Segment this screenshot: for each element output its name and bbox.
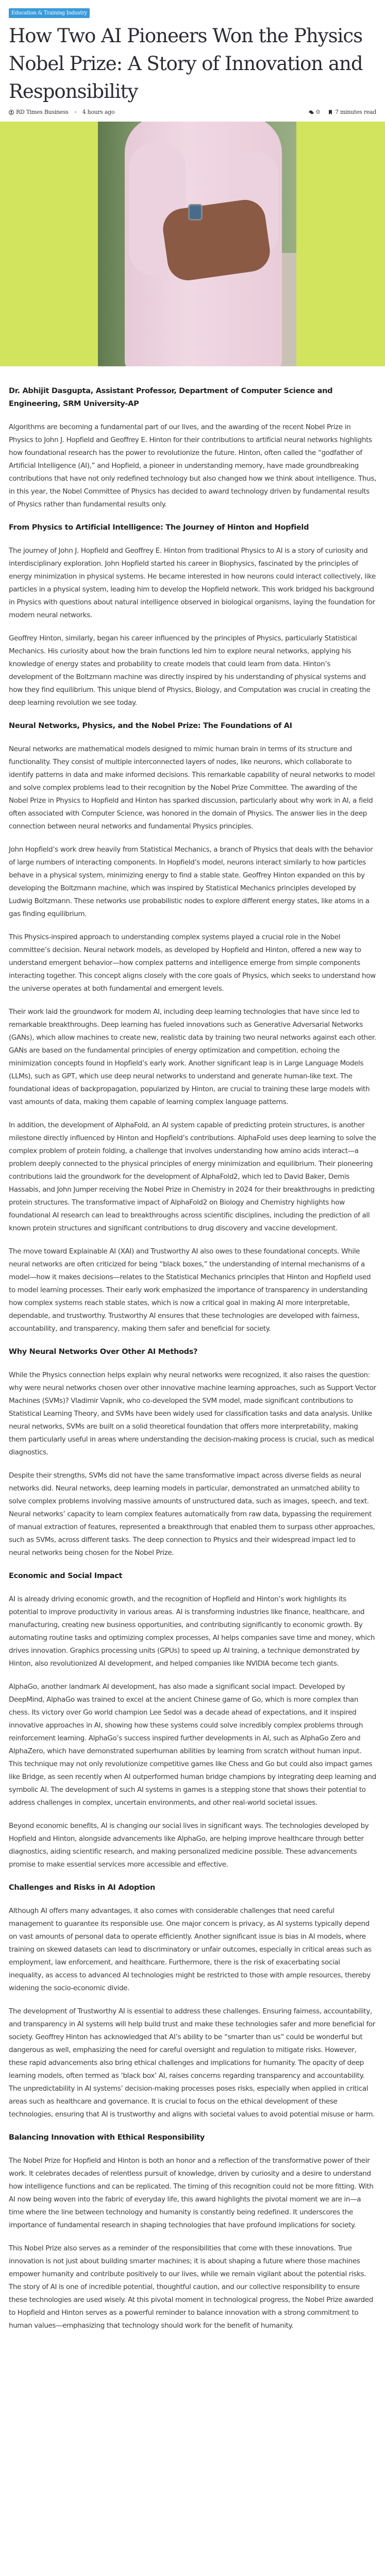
- paragraph: The development of Trustworthy AI is essential to address these challenges. Ensuring fairness, accountability, and transparency in AI systems will help build trust and make these technologies safer and more beneficial for society. Geoffrey Hinton has acknowledged that AI’s ability to be “smarter than us” could be wonderful but dangerous as well, emphasizing the need for careful oversight and regulation to mitigate risks. However, these rapid advancements also bring ethical challenges and implications for humanity. The opacity of deep learning models, often termed as ‘black box’ AI, raises concerns regarding transparency and accountability. The unpredictability in AI systems’ decision-making processes poses risks, especially when applied in critical areas such as healthcare and governance. It is crucial to focus on the ethical development of these technologies, ensuring that AI is trustworthy and aligns with societal values to avoid potential misuse or harm.: [9, 2007, 375, 2119]
- paragraph: The Nobel Prize for Hopfield and Hinton is both an honor and a reflection of the transformative power of their work. It celebrates decades of relentless pursuit of knowledge, driven by curiosity and a desire to understand how intelligence functions and can be replicated. The timing of this recognition could not be more fitting. With AI now being woven into the fabric of everyday life, this award highlights the pivotal moment we are in—a time where the line between technology and humanity is constantly being redefined. It underscores the importance of fundamental research in shaping technologies that have profound implications for society.: [9, 2157, 374, 2229]
- section-heading: Balancing Innovation with Ethical Responsibility: [9, 2133, 205, 2142]
- article-body: [9, 385, 376, 2332]
- paragraph: Geoffrey Hinton, similarly, began his career influenced by the principles of Physics, particularly Statistical Mechanics. His curiosity about how the brain functions led him to explore neural networks, applying his knowledge of energy states and probability to create models that could learn from data. Hinton’s development of the Boltzmann machine was directly inspired by his understanding of physical systems and how they find equilibrium. This unique blend of Physics, Biology, and Computation was crucial in creating the deep learning revolution we see today.: [9, 634, 371, 707]
- featured-image: [0, 122, 385, 366]
- page-title: How Two AI Pioneers Won the Physics Nobel Prize: A Story of Innovation and Responsibility: [9, 25, 363, 103]
- read-time: 7 minutes read: [335, 109, 376, 115]
- paragraph: Despite their strengths, SVMs did not have the same transformative impact across diverse fields as neural networks did. Neural networks, deep learning models in particular, demonstrated an unmatched ability to solve complex problems involving massive amounts of unstructured data, such as images, speech, and text. Neural networks’ capacity to learn complex features automatically from raw data, bypassing the requirement of manual extraction of features, represented a breakthrough that enabled them to surpass other approaches, such as SVMs, across different tasks. The deep connection to Physics and their widespread impact led to neural networks being chosen for the Nobel Prize.: [9, 1471, 375, 1557]
- paragraph: Neural networks are mathematical models designed to mimic human brain in terms of its structure and functionality. They consist of multiple interconnected layers of nodes, like neurons, which collaborate to identify patterns in data and make informed decisions. This remarkable capability of neural networks to model and solve complex problems lead to their recognition by the Nobel Prize Committee. The awarding of the Nobel Prize in Physics to Hopfield and Hinton has sparked discussion, particularly about why work in AI, a field often associated with Computer Science, was honored in the domain of Physics. The answer lies in the deep connection between neural networks and fundamental Physics principles.: [9, 745, 375, 831]
- section-heading: Neural Networks, Physics, and the Nobel Prize: The Foundations of AI: [9, 722, 292, 730]
- paragraph: John Hopfield’s work drew heavily from Statistical Mechanics, a branch of Physics that deals with the behavior of large numbers of interacting components. In Hopfield’s model, neurons interact similarly to how particles behave in a physical system, minimizing energy to find a stable state. Geoffrey Hinton expanded on this by developing the Boltzmann machine, which was inspired by Statistical Mechanics principles developed by Ludwig Boltzmann. These networks use probabilistic nodes to explore different energy states, like atoms in a gas finding equilibrium.: [9, 845, 373, 918]
- separator-dot: [75, 111, 76, 113]
- section-heading: Economic and Social Impact: [9, 1572, 123, 1580]
- comment-count[interactable]: 0: [316, 109, 320, 115]
- comments-icon[interactable]: [309, 110, 314, 115]
- author-link[interactable]: RD Times Business: [16, 109, 69, 115]
- user-circle-icon: [9, 110, 14, 115]
- paragraph: Their work laid the groundwork for modern AI, including deep learning technologies that have since led to remarkable breakthroughs. Deep learning has fueled innovations such as Generative Adversarial Networks (GANs), which allow machines to create new, realistic data by training two neural networks against each other. GANs are based on the fundamental principles of energy optimization and competition, echoing the minimization concepts found in Hopfield’s early work. Another significant leap is in Large Language Models (LLMs), such as GPT, which use deep neural networks to understand and generate human-like text. The foundational ideas of backpropagation, popularized by Hinton, are crucial to training these large models with vast amounts of data, making them capable of learning complex language patterns.: [9, 1008, 376, 1106]
- article-meta: [9, 109, 376, 115]
- bookmark-icon: [328, 110, 333, 115]
- paragraph: Although AI offers many advantages, it also comes with considerable challenges that need careful management to guarantee its responsible use. One major concern is privacy, as AI systems typically depend on vast amounts of personal data to operate efficiently. Another significant issue is bias in AI models, where training on skewed datasets can lead to discriminatory or unfair outcomes, especially in critical areas such as employment, law enforcement, and healthcare. Furthermore, there is the risk of exacerbating social inequality, as access to advanced AI technologies might be restricted to those with ample resources, thereby widening the socio-economic divide.: [9, 1907, 372, 1992]
- watch-detail: [188, 204, 203, 221]
- paragraph: This Nobel Prize also serves as a reminder of the responsibilities that come with these innovations. True innovation is not just about building smarter machines; it is about shaping a future where those machines empower humanity and contribute positively to our lives, while we remain vigilant about the potential risks. The story of AI is one of incredible potential, thoughtful caution, and our collective responsibility to ensure these technologies are used wisely. At this pivotal moment in technological progress, the Nobel Prize awarded to Hopfield and Hinton serves as a powerful reminder to balance innovation with a strong commitment to human values—emphasizing that technology should work for the benefit of humanity.: [9, 2244, 373, 2330]
- paragraph: AI is already driving economic growth, and the recognition of Hopfield and Hinton’s work highlights its potential to improve productivity in various areas. AI is transforming industries like finance, healthcare, and manufacturing, creating new business opportunities, and contributing significantly to economic growth. By automating routine tasks and optimizing complex processes, AI helps companies save time and money, which drives innovation. Graphics processing units (GPUs) to speed up AI training, a technique demonstrated by Hinton, also revolutionized AI development, and helped companies like NVIDIA become tech giants.: [9, 1595, 375, 1668]
- paragraph: Algorithms are becoming a fundamental part of our lives, and the awarding of the recent Nobel Prize in Physics to John J. Hopfield and Geoffrey E. Hinton for their contributions to artificial neural networks highlights how foundational research has the power to revolutionize the future. Hinton, often called the “godfather of Artificial Intelligence (AI),” and Hopfield, a pioneer in understanding memory, have made groundbreaking contributions that have not only redefined technology but also changed how we think about intelligence. Thus, in this year, the Nobel Committee of Physics has decided to award technology driven by fundamental results of Physics rather than fundamental results only.: [9, 423, 377, 509]
- paragraph: This Physics-inspired approach to understanding complex systems played a crucial role in the Nobel committee’s decision. Neural network models, as developed by Hopfield and Hinton, offered a new way to understand emergent behavior—how complex patterns and intelligence emerge from simple components interacting together. This concept aligns closely with the core goals of Physics, which seeks to understand how the universe operates at both fundamental and emergent levels.: [9, 933, 376, 993]
- section-heading: Challenges and Risks in AI Adoption: [9, 1884, 155, 1892]
- author-photo: [98, 122, 296, 366]
- category-badge[interactable]: Education & Training Industry: [9, 8, 90, 18]
- published-time: 4 hours ago: [82, 109, 115, 115]
- paragraph: In addition, the development of AlphaFold, an AI system capable of predicting protein structures, is another milestone directly influenced by Hinton and Hopfield’s contributions. AlphaFold uses deep learning to solve the complex problem of protein folding, a challenge that involves understanding how amino acids interact—a problem deeply connected to the physical principles of energy minimization and equilibrium. Their pioneering contributions laid the groundwork for the development of AlphaFold2, which led to David Baker, Demis Hassabis, and John Jumper receiving the Nobel Prize in Chemistry in 2024 for their breakthroughs in predicting protein structures. The transformative impact of AlphaFold2 on Biology and Chemistry highlights how foundational AI research can lead to breakthroughs across scientific disciplines, including the prediction of all known protein structures and significant contributions to drug discovery and vaccine development.: [9, 1121, 376, 1232]
- author-byline: Dr. Abhijit Dasgupta, Assistant Professor, Department of Computer Science and Engineering, SRM University-AP: [9, 387, 333, 408]
- section-heading: From Physics to Artificial Intelligence: The Journey of Hinton and Hopfield: [9, 523, 309, 532]
- paragraph: AlphaGo, another landmark AI development, has also made a significant social impact. Developed by DeepMind, AlphaGo was trained to excel at the ancient Chinese game of Go, which is more complex than chess. Its victory over Go world champion Lee Sedol was a decade ahead of expectations, and it inspired innovative approaches in AI, showing how these systems could solve incredibly complex problems through reinforcement learning. AlphaGo’s success inspired further developments in AI, such as AlphaGo Zero and AlphaZero, which have demonstrated superhuman abilities by learning from scratch without human input. This technique may not only revolutionize competitive games like Chess and Go but could also impact games like Bridge, as seen recently when AI outperformed human bridge champions by integrating deep learning and symbolic AI. The development of such AI systems in games is a stepping stone that shows their potential to address challenges in complex, uncertain environments, and other real-world societal issues.: [9, 1683, 376, 1807]
- paragraph: Beyond economic benefits, AI is changing our social lives in significant ways. The technologies developed by Hopfield and Hinton, alongside advancements like AlphaGo, are helping improve healthcare through better diagnostics, aiding scientific research, and making personalized medicine possible. These advancements promise to make essential services more accessible and effective.: [9, 1822, 369, 1869]
- paragraph: While the Physics connection helps explain why neural networks were recognized, it also raises the question: why were neural networks chosen over other innovative machine learning approaches, such as Support Vector Machines (SVMs)? Vladimir Vapnik, who co-developed the SVM model, made significant contributions to Statistical Learning Theory, and SVMs have been widely used for classification tasks and data analysis. Unlike neural networks, SVMs are built on a solid theoretical foundation that offers more interpretability, making them particularly useful in areas where understanding the decision-making process is crucial, such as medical diagnostics.: [9, 1371, 376, 1456]
- section-heading: Why Neural Networks Over Other AI Methods?: [9, 1348, 198, 1356]
- paragraph: The move toward Explainable AI (XAI) and Trustworthy AI also owes to these foundational concepts. While neural networks are often criticized for being “black boxes,” the understanding of internal mechanisms of a model—how it makes decisions—relates to the Statistical Mechanics principles that Hinton and Hopfield used to model learning processes. Their early work emphasized the importance of transparency in understanding how complex systems reach stable states, which is now a critical goal in making AI more interpretable, dependable, and trustworthy. Trustworthy AI ensures that these technologies are developed with fairness, accountability, and transparency, making them safer and beneficial for society.: [9, 1247, 371, 1333]
- paragraph: The journey of John J. Hopfield and Geoffrey E. Hinton from traditional Physics to AI is a story of curiosity and interdisciplinary exploration. John Hopfield started his career in Biophysics, fascinated by the principles of energy minimization in physical systems. He became interested in how neurons could interact collectively, like particles in a physical system, leading him to develop the Hopfield network. This work bridged his background in Physics with questions about natural intelligence observed in biological organisms, laying the foundation for modern neural networks.: [9, 547, 376, 619]
